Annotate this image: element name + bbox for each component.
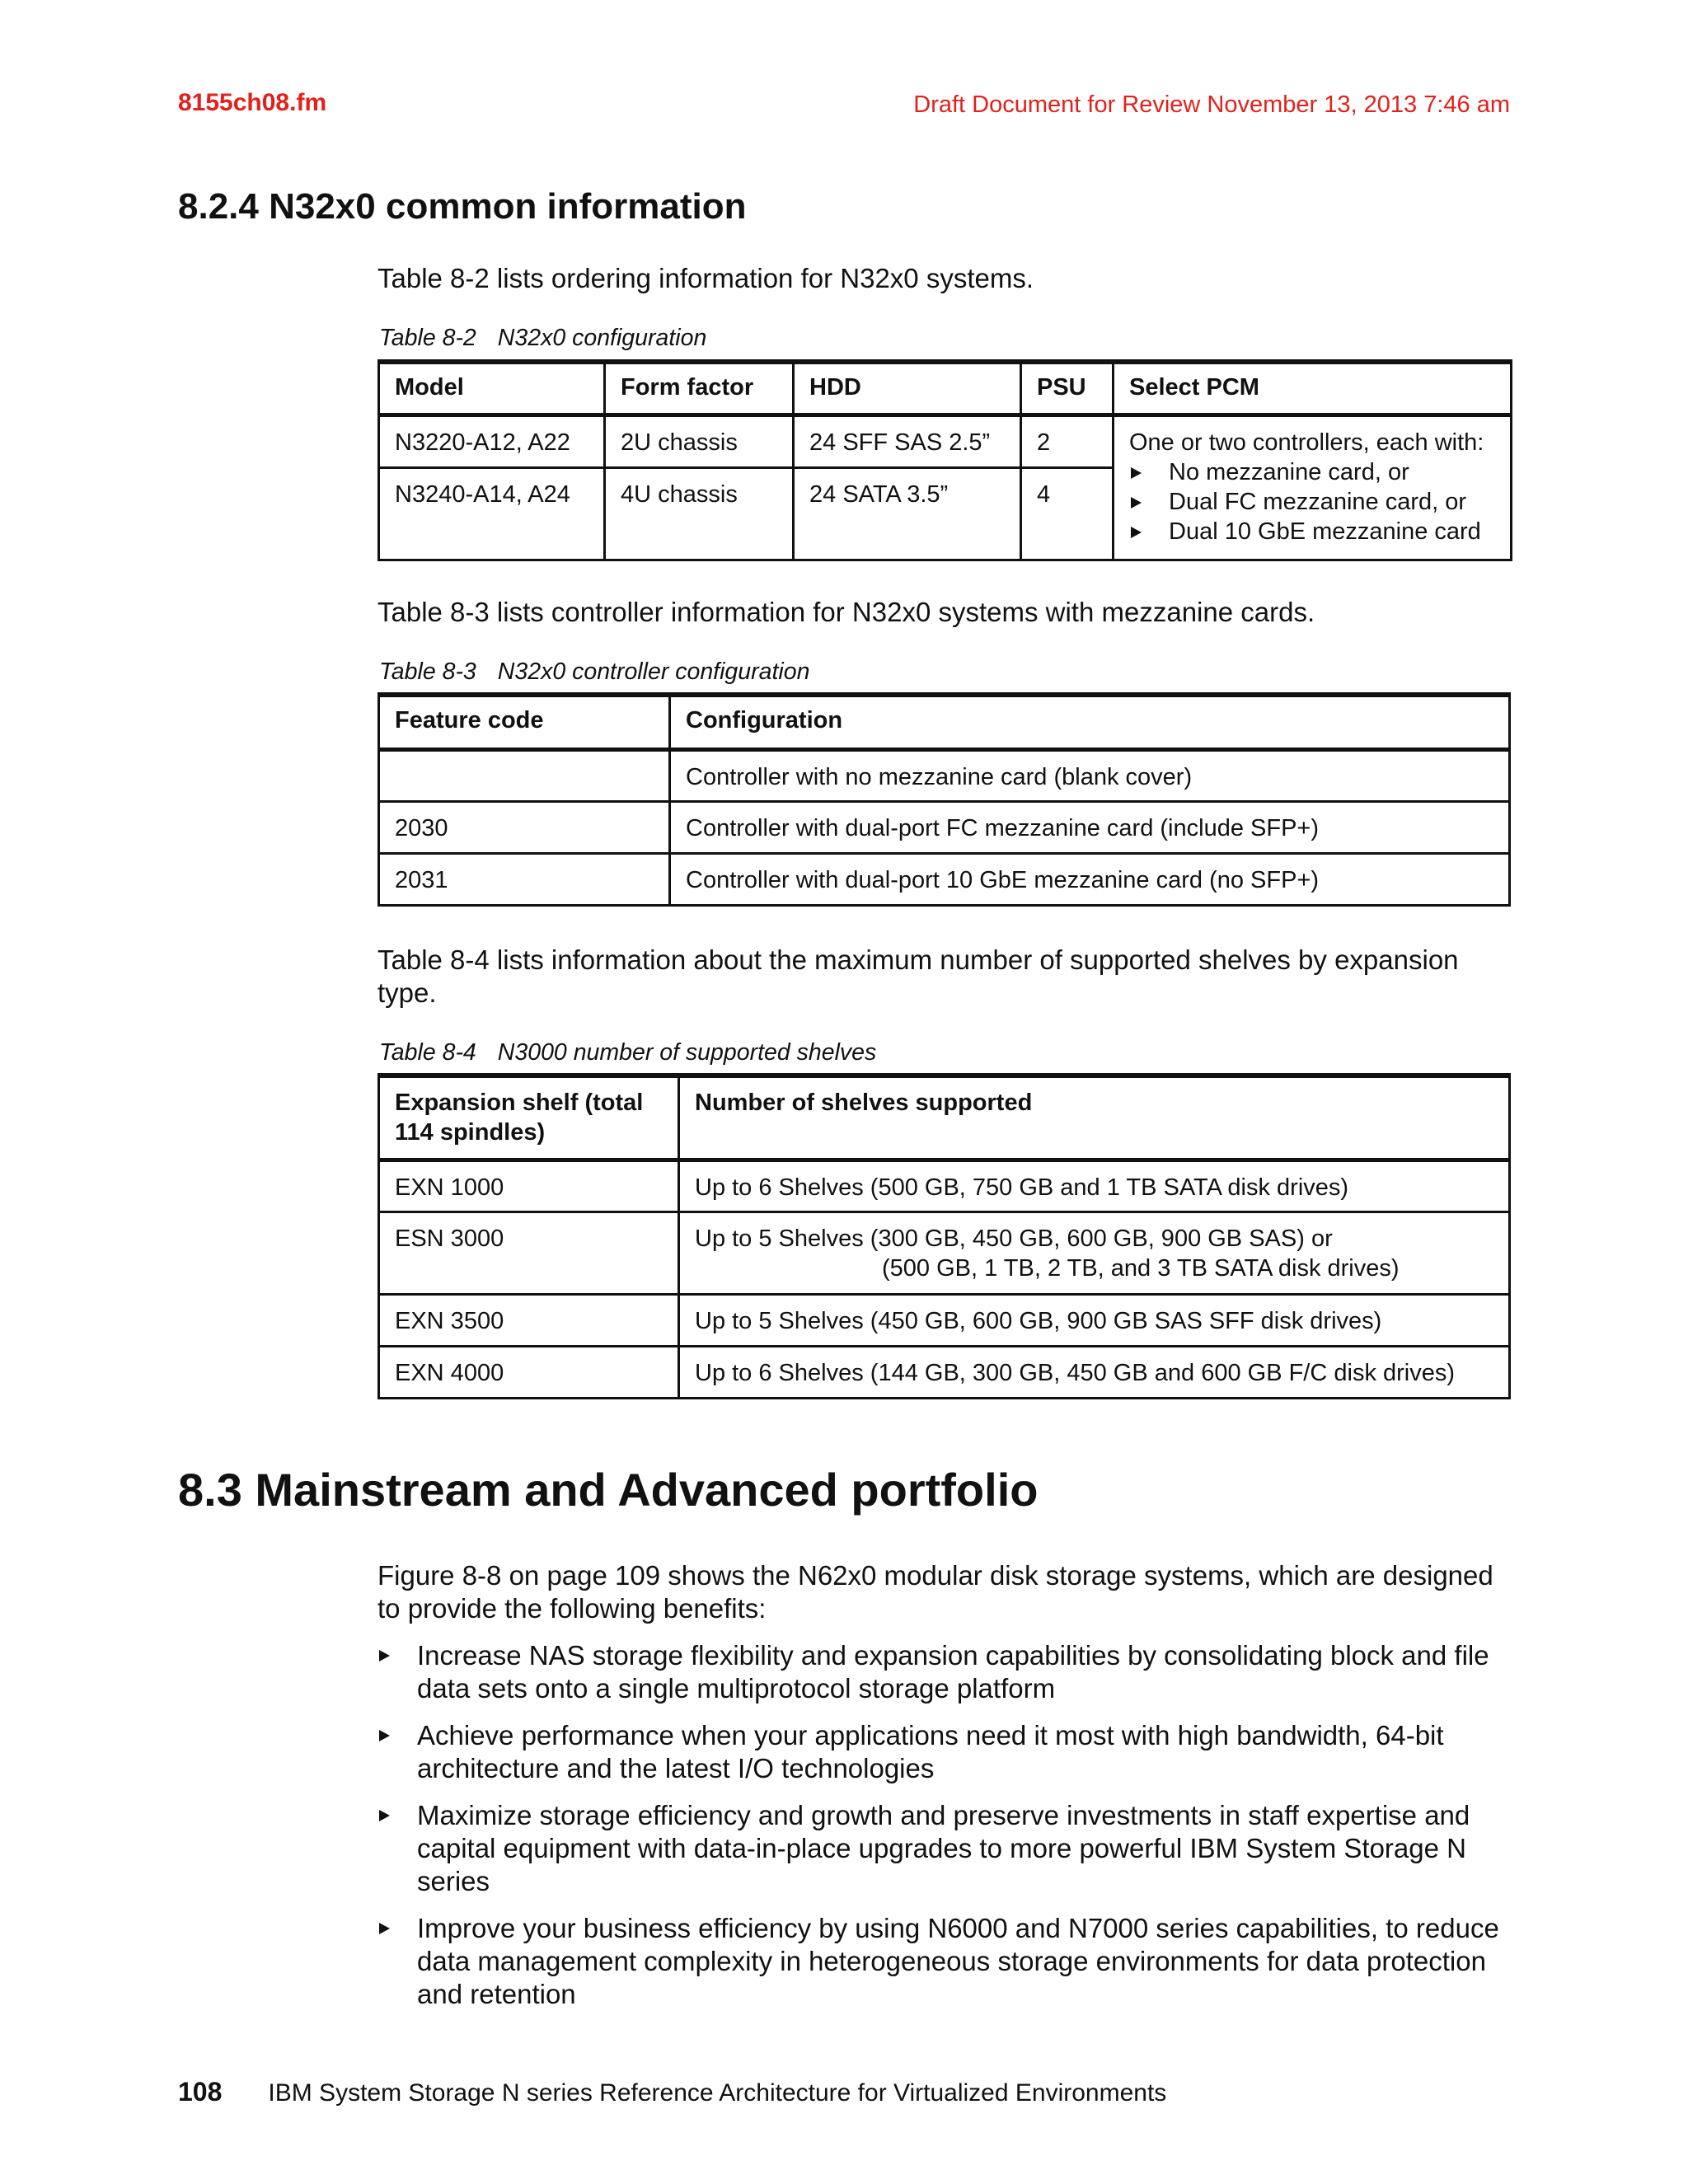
cell-configuration: Controller with no mezzanine card (blank cover) xyxy=(670,749,1510,801)
cell-shelves-supported: Up to 6 Shelves (144 GB, 300 GB, 450 GB and 600 GB F/C disk drives) xyxy=(679,1346,1510,1398)
column-header-psu: PSU xyxy=(1021,362,1114,415)
section-heading-8-2-4: 8.2.4 N32x0 common information xyxy=(178,186,747,227)
column-header-hdd: HDD xyxy=(794,362,1021,415)
column-header-shelves-supported: Number of shelves supported xyxy=(679,1076,1510,1160)
table-header-row xyxy=(379,1076,1510,1160)
table-8-2-caption xyxy=(379,325,706,352)
cell-select-pcm xyxy=(1114,415,1512,560)
table-row xyxy=(379,1294,1510,1346)
intro-paragraph-table-8-4: Table 8-4 lists information about the maximum number of supported shelves by expansion type. xyxy=(377,944,1459,1008)
intro-paragraph-table-8-2: Table 8-2 lists ordering information for N32x0 systems. xyxy=(377,263,1034,293)
column-header-configuration: Configuration xyxy=(670,695,1510,749)
table-8-2-number: Table 8-2 xyxy=(379,325,476,351)
table-row xyxy=(379,1212,1510,1294)
table-header-row xyxy=(379,362,1512,415)
table-8-3 xyxy=(377,692,1511,907)
file-name-label: 8155ch08.fm xyxy=(178,89,327,116)
column-header-expansion-shelf: Expansion shelf (total 114 spindles) xyxy=(379,1076,679,1160)
cell-configuration: Controller with dual-port 10 GbE mezzanine card (no SFP+) xyxy=(670,853,1510,905)
section-heading-8-3: 8.3 Mainstream and Advanced portfolio xyxy=(178,1464,1039,1516)
column-header-select-pcm: Select PCM xyxy=(1114,362,1512,415)
cell-expansion-shelf: ESN 3000 xyxy=(379,1212,679,1294)
table-8-3-number: Table 8-3 xyxy=(379,658,476,685)
list-item: Dual FC mezzanine card, or xyxy=(1129,487,1495,517)
cell-hdd: 24 SFF SAS 2.5” xyxy=(794,415,1021,467)
pcm-option-list xyxy=(1129,457,1495,546)
table-header-row xyxy=(379,695,1510,749)
cell-hdd: 24 SATA 3.5” xyxy=(794,467,1021,560)
column-header-feature-code: Feature code xyxy=(379,695,670,749)
intro-paragraph-table-8-3: Table 8-3 lists controller information for N32x0 systems with mezzanine cards. xyxy=(377,597,1315,627)
book-title: IBM System Storage N series Reference Architecture for Virtualized Environments xyxy=(268,2079,1167,2107)
table-row xyxy=(379,415,1512,467)
pcm-lead-text: One or two controllers, each with: xyxy=(1129,429,1484,456)
table-8-3-caption xyxy=(379,658,809,686)
draft-notice: Draft Document for Review November 13, 2013 7:46 am xyxy=(913,91,1510,118)
page-number: 108 xyxy=(178,2077,223,2107)
benefits-list xyxy=(377,1639,1515,2025)
table-row xyxy=(379,749,1510,801)
list-item: No mezzanine card, or xyxy=(1129,457,1495,487)
cell-shelves-supported: Up to 6 Shelves (500 GB, 750 GB and 1 TB SATA disk drives) xyxy=(679,1160,1510,1212)
table-row xyxy=(379,1346,1510,1398)
cell-model: N3240-A14, A24 xyxy=(379,467,605,560)
list-item: Improve your business efficiency by using N6000 and N7000 series capabilities, to reduce data management complexity in heterogeneous storage environments for data protection and retention xyxy=(377,1912,1515,2011)
support-line-2: (500 GB, 1 TB, 2 TB, and 3 TB SATA disk drives) xyxy=(882,1254,1400,1282)
table-row xyxy=(379,801,1510,853)
table-8-3-title: N32x0 controller configuration xyxy=(497,658,810,685)
column-header-form-factor: Form factor xyxy=(605,362,794,415)
table-8-2-title: N32x0 configuration xyxy=(497,325,707,351)
table-row xyxy=(379,853,1510,905)
cell-form-factor: 4U chassis xyxy=(605,467,794,560)
table-8-4-number: Table 8-4 xyxy=(379,1039,476,1066)
cell-feature-code xyxy=(379,749,670,801)
support-line-1: Up to 5 Shelves (300 GB, 450 GB, 600 GB, 900 GB SAS) or xyxy=(695,1225,1333,1252)
cell-expansion-shelf: EXN 4000 xyxy=(379,1346,679,1398)
cell-configuration: Controller with dual-port FC mezzanine card (include SFP+) xyxy=(670,801,1510,853)
table-8-4-title: N3000 number of supported shelves xyxy=(497,1039,877,1066)
table-8-4 xyxy=(377,1073,1511,1399)
table-8-2 xyxy=(377,359,1512,561)
cell-psu: 4 xyxy=(1021,467,1114,560)
cell-shelves-supported: Up to 5 Shelves (450 GB, 600 GB, 900 GB SAS SFF disk drives) xyxy=(679,1294,1510,1346)
cell-feature-code: 2031 xyxy=(379,853,670,905)
list-item: Achieve performance when your applications need it most with high bandwidth, 64-bit architecture and the latest I/O technologies xyxy=(377,1719,1515,1785)
cell-feature-code: 2030 xyxy=(379,801,670,853)
list-item: Increase NAS storage flexibility and expansion capabilities by consolidating block and file data sets onto a single multiprotocol storage platform xyxy=(377,1639,1515,1705)
cell-form-factor: 2U chassis xyxy=(605,415,794,467)
column-header-model: Model xyxy=(379,362,605,415)
intro-paragraph-8-3: Figure 8-8 on page 109 shows the N62x0 modular disk storage systems, which are designed to provide the following benefits: xyxy=(377,1560,1493,1624)
cell-shelves-supported xyxy=(679,1212,1510,1294)
cell-expansion-shelf: EXN 1000 xyxy=(379,1160,679,1212)
table-8-4-caption xyxy=(379,1039,876,1066)
table-row xyxy=(379,1160,1510,1212)
list-item: Dual 10 GbE mezzanine card xyxy=(1129,517,1495,546)
cell-model: N3220-A12, A22 xyxy=(379,415,605,467)
cell-psu: 2 xyxy=(1021,415,1114,467)
page-footer xyxy=(178,2077,1166,2107)
cell-expansion-shelf: EXN 3500 xyxy=(379,1294,679,1346)
list-item: Maximize storage efficiency and growth and preserve investments in staff expertise and capital equipment with data-in-place upgrades to more powerful IBM System Storage N series xyxy=(377,1799,1515,1898)
